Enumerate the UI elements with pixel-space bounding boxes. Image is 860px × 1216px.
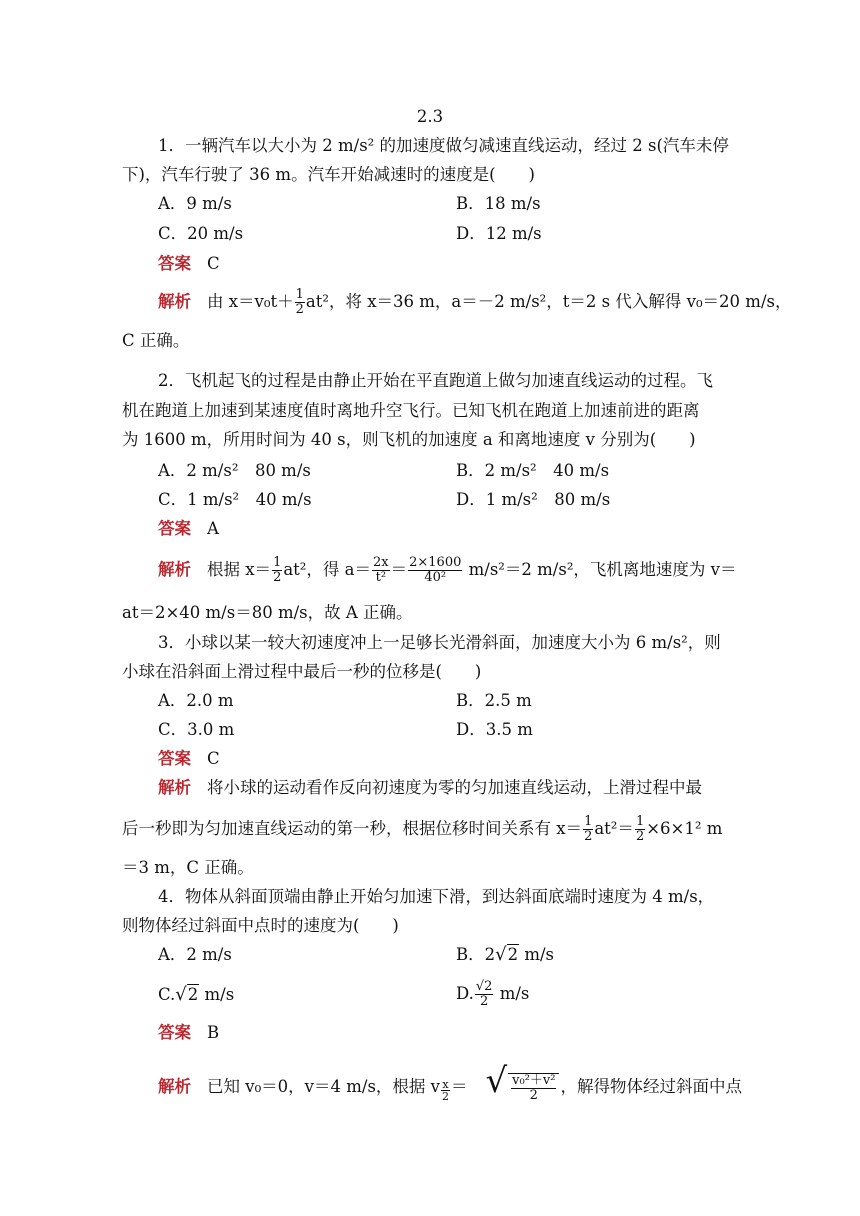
sqrt-icon: √: [485, 1061, 508, 1101]
fraction-numerator: 2x: [373, 555, 389, 570]
q1-option-d: D．12 m/s: [456, 224, 542, 243]
fraction-numerator: 1: [295, 287, 304, 302]
fraction-denominator: 2: [635, 829, 645, 844]
q3-analysis-text-1: 将小球的运动看作反向初速度为零的匀加速直线运动，上滑过程中最: [207, 778, 702, 797]
q4-analysis-text-b: ＝: [450, 1077, 468, 1096]
q3-answer: [158, 748, 776, 770]
q2-stem-line2: 机在跑道上加速到某速度值时离地升空飞行。已知飞机在跑道上加速前进的距离: [122, 401, 700, 420]
q2-answer: [158, 518, 776, 540]
q2-analysis-text-c: ＝: [390, 560, 408, 579]
q3-analysis-text-2b: at²＝: [594, 819, 634, 838]
fraction-numerator: 1: [584, 814, 593, 829]
q3-option-c: C．3.0 m: [158, 720, 235, 739]
fraction-numerator: 1: [273, 555, 282, 570]
q4-sqrt-fraction: [508, 1073, 559, 1103]
fraction-denominator: 2: [529, 1087, 538, 1103]
fraction-denominator: 2: [441, 1090, 449, 1103]
q2-analysis-text-a: 根据 x＝: [207, 560, 272, 579]
q4-stem-line1: 4．物体从斜面顶端由静止开始匀加速下滑，到达斜面底端时速度为 4 m/s，: [158, 887, 715, 906]
q3-option-a: A．2.0 m: [158, 691, 234, 710]
q2-option-b: B．2 m/s² 40 m/s: [456, 461, 610, 480]
q4-stem-line2: 则物体经过斜面中点时的速度为( ): [122, 916, 399, 935]
q1-option-b: B．18 m/s: [456, 194, 541, 213]
q4-analysis-line1: [158, 1061, 776, 1103]
q1-stem-line2: 下)，汽车行驶了 36 m。汽车开始减速时的速度是( ): [122, 165, 535, 184]
analysis-label: 解析: [158, 292, 191, 311]
option-prefix: B．2: [456, 945, 496, 964]
section-header: 2.3: [416, 107, 444, 126]
q1-fraction: [295, 288, 305, 317]
fraction-denominator: 2: [480, 994, 489, 1009]
q2-answer-value: A: [207, 519, 219, 538]
option-unit: m/s: [494, 984, 530, 1003]
fraction-denominator: 2: [273, 570, 282, 585]
q4-analysis-text-c: ，解得物体经过斜面中点: [560, 1077, 742, 1096]
q1-answer: [158, 253, 776, 275]
radicand: 2: [187, 985, 199, 1004]
q1-analysis-text-b: at²，将 x＝36 m，a＝－2 m/s²，t＝2 s 代入解得 v₀＝20 m/s，: [305, 292, 792, 311]
q4-analysis-text-a: 已知 v₀＝0，v＝4 m/s，根据 v: [207, 1077, 440, 1096]
fraction-numerator: 2×1600: [409, 555, 462, 570]
q2-option-a: A．2 m/s² 80 m/s: [158, 461, 311, 480]
q4-option-d: [456, 980, 860, 1009]
fraction-numerator: 1: [635, 814, 645, 829]
q4-subscript-fraction: [441, 1079, 450, 1102]
q4-option-d-fraction: [475, 980, 494, 1009]
q4-answer-value: B: [207, 1023, 220, 1042]
q2-stem-line1: 2．飞机起飞的过程是由静止开始在平直跑道上做匀加速直线运动的过程。飞: [158, 371, 713, 390]
analysis-label: 解析: [158, 1077, 191, 1096]
q3-fraction-2: [635, 815, 645, 844]
q3-stem-line1: 3．小球以某一较大初速度冲上一足够长光滑斜面，加速度大小为 6 m/s²，则: [158, 633, 721, 652]
q2-analysis-text-b: at²，得 a＝: [283, 560, 372, 579]
q3-stem-line2: 小球在沿斜面上滑过程中最后一秒的位移是( ): [122, 662, 482, 681]
q1-analysis-line2: C 正确。: [122, 331, 190, 350]
q1-answer-value: C: [207, 254, 220, 273]
q2-analysis-text-d: m/s²＝2 m/s²，飞机离地速度为 v＝: [463, 560, 737, 579]
analysis-label: 解析: [158, 560, 191, 579]
q2-analysis-line1: [158, 556, 776, 585]
option-prefix: C.: [158, 985, 176, 1004]
analysis-label: 解析: [158, 778, 191, 797]
q4-option-a: A．2 m/s: [158, 945, 232, 964]
q2-option-d: D．1 m/s² 80 m/s: [456, 490, 611, 509]
q2-option-c: C．1 m/s² 40 m/s: [158, 490, 312, 509]
q2-fraction-2: [372, 556, 390, 585]
q3-analysis-line3: ＝3 m，C 正确。: [122, 858, 254, 877]
answer-label: 答案: [158, 519, 191, 538]
fraction-numerator: √2: [475, 979, 493, 994]
q1-option-a: A．9 m/s: [158, 194, 232, 213]
q3-option-b: B．2.5 m: [456, 691, 532, 710]
fraction-numerator: v₀²＋v²: [512, 1072, 556, 1088]
fraction-denominator: 40²: [424, 570, 447, 585]
answer-label: 答案: [158, 254, 191, 273]
q3-option-d: D．3.5 m: [456, 720, 533, 739]
q2-fraction-3: [408, 556, 462, 585]
q1-analysis-text-a: 由 x＝v₀t＋: [207, 292, 294, 311]
q1-analysis-line1: [158, 287, 792, 317]
q4-answer: [158, 1022, 776, 1044]
q3-analysis-line2: [122, 815, 740, 844]
sqrt-icon: √: [175, 984, 187, 1005]
q2-stem-line3: 为 1600 m，所用时间为 40 s，则飞机的加速度 a 和离地速度 v 分别为( ): [122, 430, 696, 449]
q3-analysis-text-2a: 后一秒即为匀加速直线运动的第一秒，根据位移时间关系有 x＝: [122, 819, 583, 838]
q3-analysis-line1: [158, 777, 776, 799]
q3-fraction-1: [583, 815, 593, 844]
q3-answer-value: C: [207, 749, 220, 768]
option-unit: m/s: [519, 945, 555, 964]
option-unit: m/s: [199, 985, 235, 1004]
answer-label: 答案: [158, 749, 191, 768]
q1-option-c: C．20 m/s: [158, 224, 244, 243]
fraction-numerator: x: [442, 1078, 449, 1091]
q4-option-b: [456, 944, 860, 966]
q3-analysis-text-2c: ×6×1² m: [646, 819, 723, 838]
answer-label: 答案: [158, 1023, 191, 1042]
fraction-denominator: t²: [375, 570, 387, 585]
q1-stem-line1: 1．一辆汽车以大小为 2 m/s² 的加速度做匀减速直线运动，经过 2 s(汽车未停: [158, 136, 729, 155]
q2-analysis-line2: at＝2×40 m/s＝80 m/s，故 A 正确。: [122, 603, 413, 622]
fraction-denominator: 2: [295, 302, 304, 317]
option-prefix: D.: [456, 984, 474, 1003]
fraction-denominator: 2: [584, 829, 593, 844]
radicand: 2: [507, 945, 519, 964]
sqrt-icon: √: [495, 944, 507, 965]
q2-fraction-1: [272, 556, 282, 585]
